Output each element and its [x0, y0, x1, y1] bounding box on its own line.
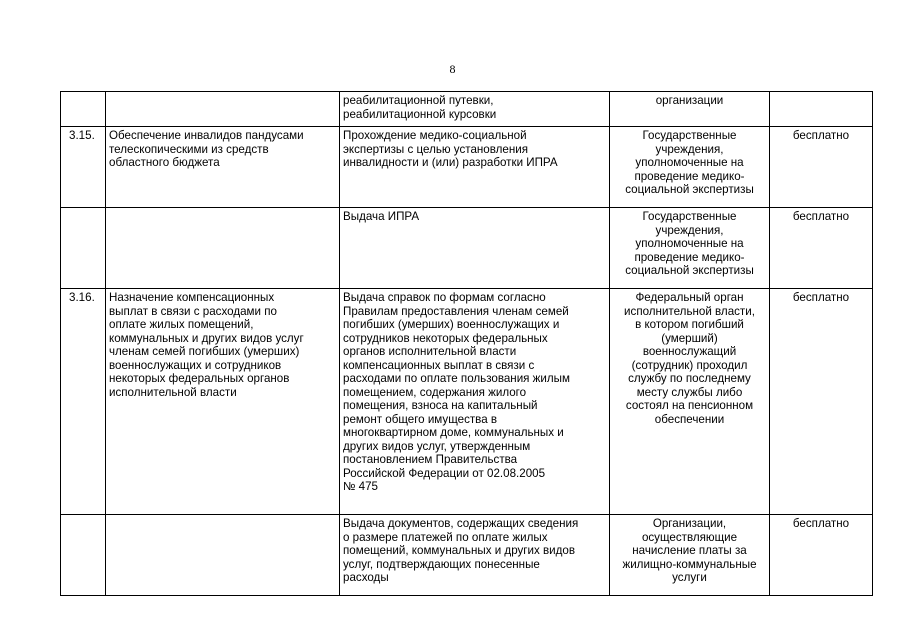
issuer-line: обеспечении: [654, 412, 725, 426]
issuer-line: осуществляющие: [641, 530, 738, 544]
table-body: [61, 92, 873, 596]
document-cell: [340, 289, 610, 515]
document-line: постановлением Правительства: [343, 453, 518, 466]
document-line: компенсационных выплат в связи с: [343, 358, 535, 372]
issuer-line: социальной экспертизы: [625, 264, 754, 277]
service-cell: [106, 92, 340, 127]
service-cell: [106, 127, 340, 208]
document-line: других видов услуг, утвержденным: [343, 439, 531, 453]
document-line: реабилитационной курсовки: [343, 107, 497, 121]
document-cell: [340, 208, 610, 289]
service-line: военнослужащих и сотрудников: [109, 358, 282, 372]
document-line: Российской Федерации от 02.08.2005: [343, 466, 546, 480]
document-line: расходы: [343, 571, 389, 584]
document-line: погибших (умерших) военнослужащих и: [343, 318, 560, 331]
document-line: расходами по оплате пользования жилым: [343, 372, 570, 385]
document-line: реабилитационной путевки,: [343, 94, 494, 107]
table-row: [61, 208, 873, 289]
issuer-line: услуги: [672, 571, 707, 584]
document-cell: [340, 92, 610, 127]
document-line: помещением, содержания жилого: [343, 385, 527, 399]
row-number: [61, 92, 106, 127]
document-line: помещений, коммунальных и других видов: [343, 544, 576, 557]
page-number: 8: [449, 62, 456, 76]
issuer-line: исполнительной власти,: [624, 304, 755, 318]
document-line: Правилам предоставления членам семей: [343, 304, 569, 318]
document-line: Выдача справок по формам согласно: [343, 291, 546, 304]
row-number: 3.16.: [61, 289, 106, 515]
issuer-line: социальной экспертизы: [625, 183, 754, 196]
document-line: Прохождение медико-социальной: [343, 129, 527, 142]
document-cell: [340, 515, 610, 596]
document-line: о размере платежей по оплате жилых: [343, 530, 548, 544]
row-number: [61, 515, 106, 596]
issuer-line: (сотрудник) проходил: [631, 358, 748, 372]
issuer-line: организации: [655, 94, 724, 107]
issuer-cell: [610, 515, 770, 596]
issuer-line: проведение медико-: [634, 169, 745, 183]
cost-cell: бесплатно: [770, 127, 873, 208]
service-line: исполнительной власти: [109, 385, 237, 399]
row-number: [61, 208, 106, 289]
document-line: Выдача документов, содержащих сведения: [343, 517, 579, 530]
issuer-line: месту службы либо: [636, 385, 743, 399]
service-cell: [106, 289, 340, 515]
document-line: услуг, подтверждающих понесенные: [343, 557, 540, 571]
document-line: ремонт общего имущества в: [343, 412, 498, 426]
issuer-line: учреждения,: [655, 142, 724, 156]
document-line: многоквартирном доме, коммунальных и: [343, 426, 564, 439]
table-row: [61, 92, 873, 127]
table-row: [61, 127, 873, 208]
service-line: телескопическими из средств: [109, 142, 269, 156]
issuer-cell: [610, 208, 770, 289]
cost-cell: бесплатно: [770, 515, 873, 596]
service-line: выплат в связи с расходами по: [109, 304, 277, 318]
issuer-line: уполномоченные на: [635, 237, 744, 250]
row-number: 3.15.: [61, 127, 106, 208]
service-line: членам семей погибших (умерших): [109, 345, 300, 358]
table-row: [61, 289, 873, 515]
cost-cell: бесплатно: [770, 289, 873, 515]
document-line: органов исполнительной власти: [343, 345, 517, 358]
service-line: Обеспечение инвалидов пандусами: [109, 129, 304, 142]
services-table: [60, 91, 873, 596]
cost-cell: бесплатно: [770, 208, 873, 289]
document-line: инвалидности и (или) разработки ИПРА: [343, 156, 558, 169]
cost-cell: [770, 92, 873, 127]
service-cell: [106, 208, 340, 289]
service-line: областного бюджета: [109, 156, 220, 169]
service-line: коммунальных и других видов услуг: [109, 331, 304, 345]
issuer-line: Организации,: [652, 517, 727, 530]
issuer-cell: [610, 289, 770, 515]
document-line: экспертизы с целью установления: [343, 142, 529, 156]
service-line: некоторых федеральных органов: [109, 372, 290, 385]
service-line: оплате жилых помещений,: [109, 318, 254, 331]
document-line: Выдача ИПРА: [343, 210, 420, 223]
issuer-line: Федеральный орган: [635, 291, 744, 304]
issuer-line: учреждения,: [655, 223, 724, 237]
issuer-line: (умерший): [661, 331, 718, 345]
document-line: помещения, взноса на капитальный: [343, 399, 538, 412]
issuer-line: военнослужащий: [642, 345, 737, 358]
issuer-line: начисление платы за: [632, 544, 747, 557]
issuer-line: жилищно-коммунальные: [622, 557, 757, 571]
issuer-line: Государственные: [642, 210, 737, 223]
issuer-line: в котором погибший: [635, 318, 744, 331]
service-cell: [106, 515, 340, 596]
issuer-line: службу по последнему: [628, 372, 751, 385]
issuer-line: проведение медико-: [634, 250, 745, 264]
issuer-line: состоял на пенсионном: [625, 399, 754, 412]
issuer-cell: [610, 92, 770, 127]
issuer-cell: [610, 127, 770, 208]
service-line: Назначение компенсационных: [109, 291, 275, 304]
document-line: № 475: [343, 480, 379, 493]
document-line: сотрудников некоторых федеральных: [343, 331, 548, 345]
document-cell: [340, 127, 610, 208]
issuer-line: Государственные: [642, 129, 737, 142]
issuer-line: уполномоченные на: [635, 156, 744, 169]
table-row: [61, 515, 873, 596]
